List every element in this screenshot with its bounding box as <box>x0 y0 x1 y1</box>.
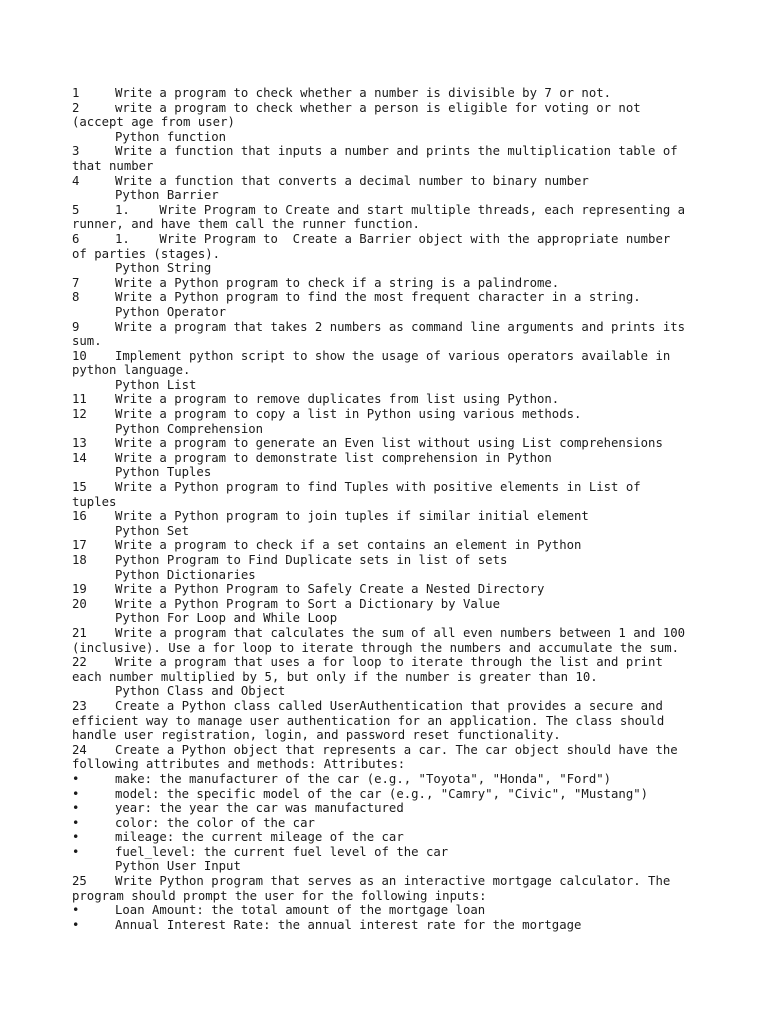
exercise-item <box>72 101 712 116</box>
section-heading <box>72 188 712 203</box>
item-number: 13 <box>72 436 87 451</box>
continuation-text: efficient way to manage user authentication for an application. The class should <box>72 713 665 728</box>
continuation-text: following attributes and methods: Attributes: <box>72 757 406 772</box>
item-text: Write a Python program to find the most frequent character in a string. <box>115 290 641 305</box>
continuation-line <box>72 641 712 656</box>
bullet-text: year: the year the car was manufactured <box>115 801 404 816</box>
item-text: Write a program that takes 2 numbers as command line arguments and prints its <box>115 319 686 334</box>
exercise-item <box>72 699 712 714</box>
bullet-icon: • <box>72 801 80 816</box>
exercise-item <box>72 232 712 247</box>
continuation-text: tuples <box>72 494 117 509</box>
item-text: Write a Python Program to Sort a Dictionary by Value <box>115 596 500 611</box>
bullet-item <box>72 816 712 831</box>
bullet-text: Annual Interest Rate: the annual interest rate for the mortgage <box>115 917 582 932</box>
item-text: Write a program to check whether a number is divisible by 7 or not. <box>115 86 612 100</box>
continuation-text: handle user registration, login, and password reset functionality. <box>72 728 561 743</box>
item-text: Write a Python Program to Safely Create a Nested Directory <box>115 582 545 597</box>
item-number: 5 <box>72 202 80 217</box>
section-heading-text: Python User Input <box>115 859 241 874</box>
item-text: Write a program to copy a list in Python using various methods. <box>115 407 582 422</box>
item-number: 16 <box>72 509 87 524</box>
item-text: Write a Python program to join tuples if similar initial element <box>115 509 589 524</box>
item-number: 8 <box>72 290 80 305</box>
exercise-item <box>72 626 712 641</box>
bullet-text: color: the color of the car <box>115 815 315 830</box>
item-number: 17 <box>72 538 87 553</box>
item-text: Write a program to remove duplicates from list using Python. <box>115 392 560 407</box>
exercise-item <box>72 174 712 189</box>
item-number: 4 <box>72 173 80 188</box>
exercise-item <box>72 743 712 758</box>
bullet-icon: • <box>72 815 80 830</box>
item-text: Python Program to Find Duplicate sets in list of sets <box>115 553 508 567</box>
bullet-item <box>72 787 712 802</box>
continuation-text: (inclusive). Use a for loop to iterate through the numbers and accumulate the sum. <box>72 640 680 655</box>
section-heading <box>72 859 712 874</box>
item-number: 15 <box>72 480 87 495</box>
section-heading-text: Python Class and Object <box>115 684 286 699</box>
bullet-icon: • <box>72 830 80 845</box>
section-heading <box>72 524 712 539</box>
item-number: 7 <box>72 275 80 290</box>
section-heading <box>72 611 712 626</box>
exercise-item <box>72 407 712 422</box>
item-text: Write a program to demonstrate list comprehension in Python <box>115 450 552 465</box>
continuation-line <box>72 247 712 262</box>
bullet-text: mileage: the current mileage of the car <box>115 830 404 845</box>
item-number: 19 <box>72 582 87 597</box>
item-text: Write a Python program to find Tuples with positive elements in List of <box>115 480 641 495</box>
exercise-item <box>72 276 712 291</box>
exercise-item <box>72 582 712 597</box>
item-text: write a program to check whether a person is eligible for voting or not <box>115 100 641 115</box>
continuation-line <box>72 334 712 349</box>
bullet-text: fuel_level: the current fuel level of the car <box>115 844 449 859</box>
document-page <box>72 86 712 932</box>
item-number: 22 <box>72 655 87 670</box>
bullet-item <box>72 845 712 860</box>
item-number: 23 <box>72 698 87 713</box>
section-heading <box>72 465 712 480</box>
exercise-item <box>72 538 712 553</box>
item-number: 11 <box>72 392 87 407</box>
section-heading-text: Python Comprehension <box>115 421 264 436</box>
section-heading <box>72 378 712 393</box>
bullet-item <box>72 772 712 787</box>
section-heading-text: Python function <box>115 129 227 144</box>
continuation-line <box>72 728 712 743</box>
bullet-item <box>72 918 712 933</box>
continuation-line <box>72 495 712 510</box>
section-heading <box>72 130 712 145</box>
section-heading-text: Python Barrier <box>115 188 219 203</box>
bullet-text: model: the specific model of the car (e.g., "Camry", "Civic", "Mustang") <box>115 786 649 801</box>
item-text: 1. Write Program to Create a Barrier object with the appropriate number <box>115 231 671 246</box>
item-number: 12 <box>72 407 87 422</box>
item-text: Write a function that inputs a number and prints the multiplication table of <box>115 144 678 159</box>
item-text: Write a Python program to check if a string is a palindrome. <box>115 275 560 290</box>
continuation-text: python language. <box>72 363 191 378</box>
section-heading <box>72 261 712 276</box>
section-heading-text: Python Dictionaries <box>115 567 256 582</box>
continuation-line <box>72 217 712 232</box>
exercise-item <box>72 509 712 524</box>
section-heading-text: Python Tuples <box>115 465 212 480</box>
continuation-text: sum. <box>72 334 102 349</box>
exercise-item <box>72 144 712 159</box>
section-heading-text: Python For Loop and While Loop <box>115 611 338 626</box>
continuation-line <box>72 115 712 130</box>
section-heading-text: Python Operator <box>115 304 227 319</box>
exercise-item <box>72 86 712 101</box>
exercise-item <box>72 203 712 218</box>
item-text: 1. Write Program to Create and start multiple threads, each representing a <box>115 202 686 217</box>
continuation-text: (accept age from user) <box>72 115 235 130</box>
continuation-line <box>72 757 712 772</box>
item-number: 9 <box>72 319 80 334</box>
bullet-item <box>72 830 712 845</box>
item-text: Create a Python object that represents a car. The car object should have the <box>115 742 678 757</box>
section-heading-text: Python List <box>115 377 197 392</box>
exercise-item <box>72 290 712 305</box>
continuation-line <box>72 889 712 904</box>
section-heading <box>72 684 712 699</box>
item-text: Write a program to generate an Even list without using List comprehensions <box>115 436 663 451</box>
item-text: Write Python program that serves as an interactive mortgage calculator. The <box>115 874 671 889</box>
item-number: 6 <box>72 231 80 246</box>
section-heading <box>72 422 712 437</box>
section-heading <box>72 568 712 583</box>
item-text: Implement python script to show the usage of various operators available in <box>115 348 671 363</box>
exercise-item <box>72 392 712 407</box>
bullet-icon: • <box>72 771 80 786</box>
exercise-item <box>72 655 712 670</box>
item-number: 18 <box>72 553 87 567</box>
continuation-text: runner, and have them call the runner function. <box>72 217 420 232</box>
item-number: 3 <box>72 144 80 159</box>
exercise-item <box>72 320 712 335</box>
bullet-icon: • <box>72 903 80 918</box>
bullet-icon: • <box>72 917 80 932</box>
bullet-item <box>72 903 712 918</box>
item-text: Write a program to check if a set contains an element in Python <box>115 538 582 553</box>
continuation-text: of parties (stages). <box>72 246 221 261</box>
item-number: 2 <box>72 100 80 115</box>
exercise-item <box>72 436 712 451</box>
section-heading-text: Python Set <box>115 523 190 538</box>
bullet-text: Loan Amount: the total amount of the mortgage loan <box>115 903 486 918</box>
continuation-text: that number <box>72 158 154 173</box>
section-heading-text: Python String <box>115 261 212 276</box>
exercise-item <box>72 553 712 568</box>
item-text: Write a program that uses a for loop to iterate through the list and print <box>115 655 663 670</box>
continuation-line <box>72 714 712 729</box>
item-number: 20 <box>72 596 87 611</box>
item-number: 1 <box>72 86 80 100</box>
item-text: Create a Python class called UserAuthentication that provides a secure and <box>115 698 663 713</box>
exercise-item <box>72 480 712 495</box>
exercise-item <box>72 451 712 466</box>
exercise-item <box>72 349 712 364</box>
item-number: 14 <box>72 450 87 465</box>
item-number: 25 <box>72 874 87 889</box>
bullet-text: make: the manufacturer of the car (e.g., "Toyota", "Honda", "Ford") <box>115 771 612 786</box>
item-number: 24 <box>72 742 87 757</box>
bullet-item <box>72 801 712 816</box>
bullet-icon: • <box>72 786 80 801</box>
continuation-text: each number multiplied by 5, but only if the number is greater than 10. <box>72 669 598 684</box>
exercise-item <box>72 597 712 612</box>
continuation-line <box>72 363 712 378</box>
item-text: Write a program that calculates the sum of all even numbers between 1 and 100 <box>115 625 686 640</box>
continuation-line <box>72 159 712 174</box>
section-heading <box>72 305 712 320</box>
item-number: 21 <box>72 625 87 640</box>
continuation-text: program should prompt the user for the following inputs: <box>72 888 487 903</box>
item-number: 10 <box>72 348 87 363</box>
item-text: Write a function that converts a decimal number to binary number <box>115 173 589 188</box>
bullet-icon: • <box>72 844 80 859</box>
continuation-line <box>72 670 712 685</box>
exercise-item <box>72 874 712 889</box>
